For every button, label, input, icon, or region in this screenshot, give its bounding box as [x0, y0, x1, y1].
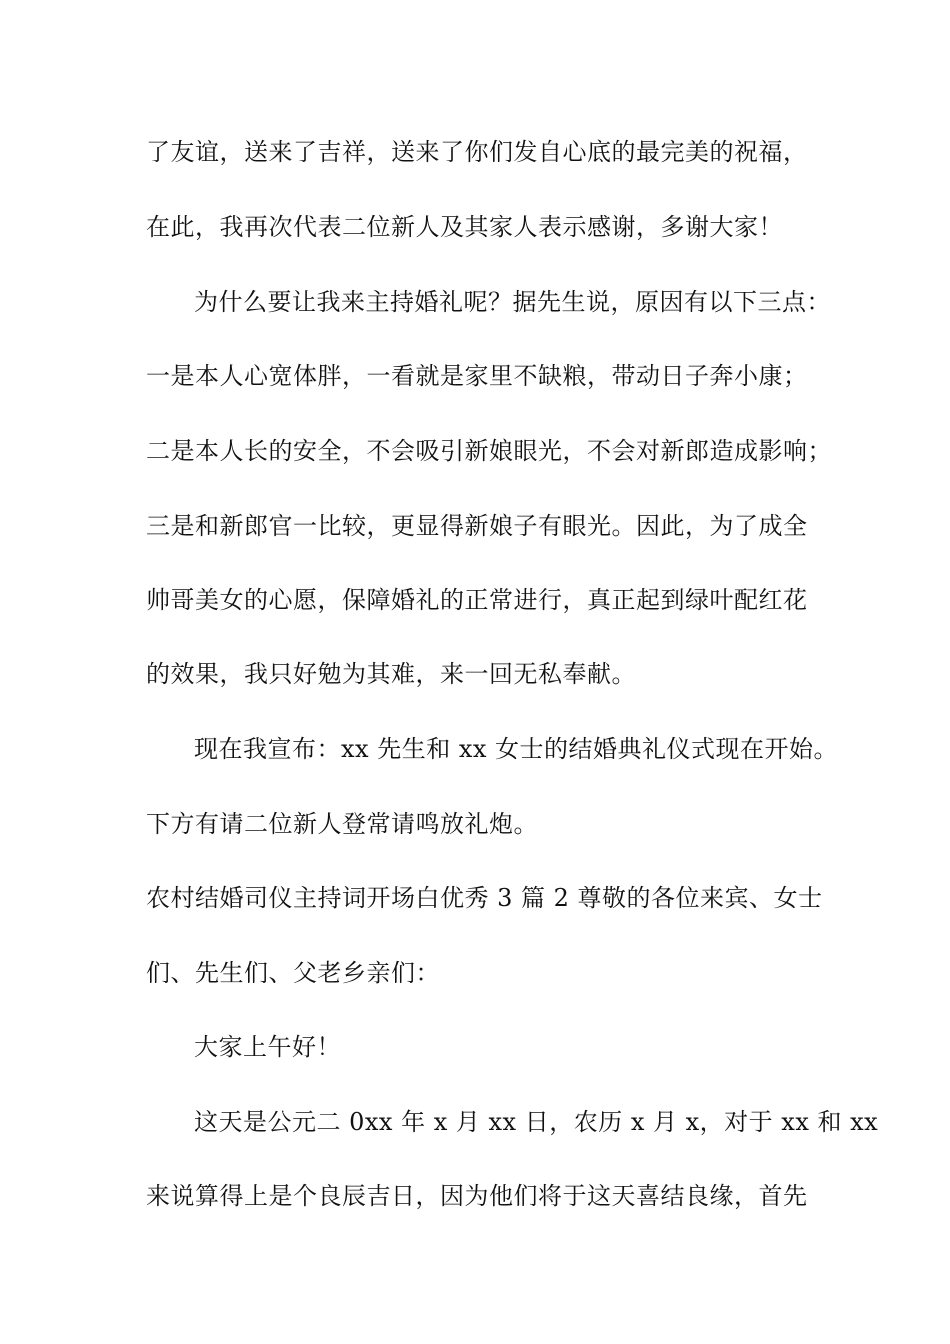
text-line: 现在我宣布：xx 先生和 xx 女士的结婚典礼仪式现在开始。 — [194, 735, 839, 763]
text-line: 们、先生们、父老乡亲们： — [146, 959, 440, 987]
text-line: 二是本人长的安全，不会吸引新娘眼光，不会对新郎造成影响； — [146, 437, 832, 465]
text-line: 一是本人心宽体胖，一看就是家里不缺粮，带动日子奔小康； — [146, 362, 808, 390]
text-line: 三是和新郎官一比较，更显得新娘子有眼光。因此，为了成全 — [146, 512, 808, 540]
text-line: 下方有请二位新人登常请鸣放礼炮。 — [146, 810, 538, 838]
text-line: 为什么要让我来主持婚礼呢？据先生说，原因有以下三点： — [194, 288, 831, 316]
text-line: 帅哥美女的心愿，保障婚礼的正常进行，真正起到绿叶配红花 — [146, 586, 808, 614]
text-line: 大家上午好！ — [194, 1033, 341, 1061]
text-line: 农村结婚司仪主持词开场白优秀 3 篇 2 尊敬的各位来宾、女士 — [146, 884, 823, 912]
text-line: 这天是公元二 0xx 年 x 月 xx 日，农历 x 月 x，对于 xx 和 xx — [194, 1108, 879, 1136]
text-line: 的效果，我只好勉为其难，来一回无私奉献。 — [146, 660, 636, 688]
text-line: 在此，我再次代表二位新人及其家人表示感谢，多谢大家！ — [146, 213, 783, 241]
text-line: 了友谊，送来了吉祥，送来了你们发自心底的最完美的祝福， — [146, 138, 808, 166]
text-line: 来说算得上是个良辰吉日，因为他们将于这天喜结良缘，首先 — [146, 1182, 808, 1210]
